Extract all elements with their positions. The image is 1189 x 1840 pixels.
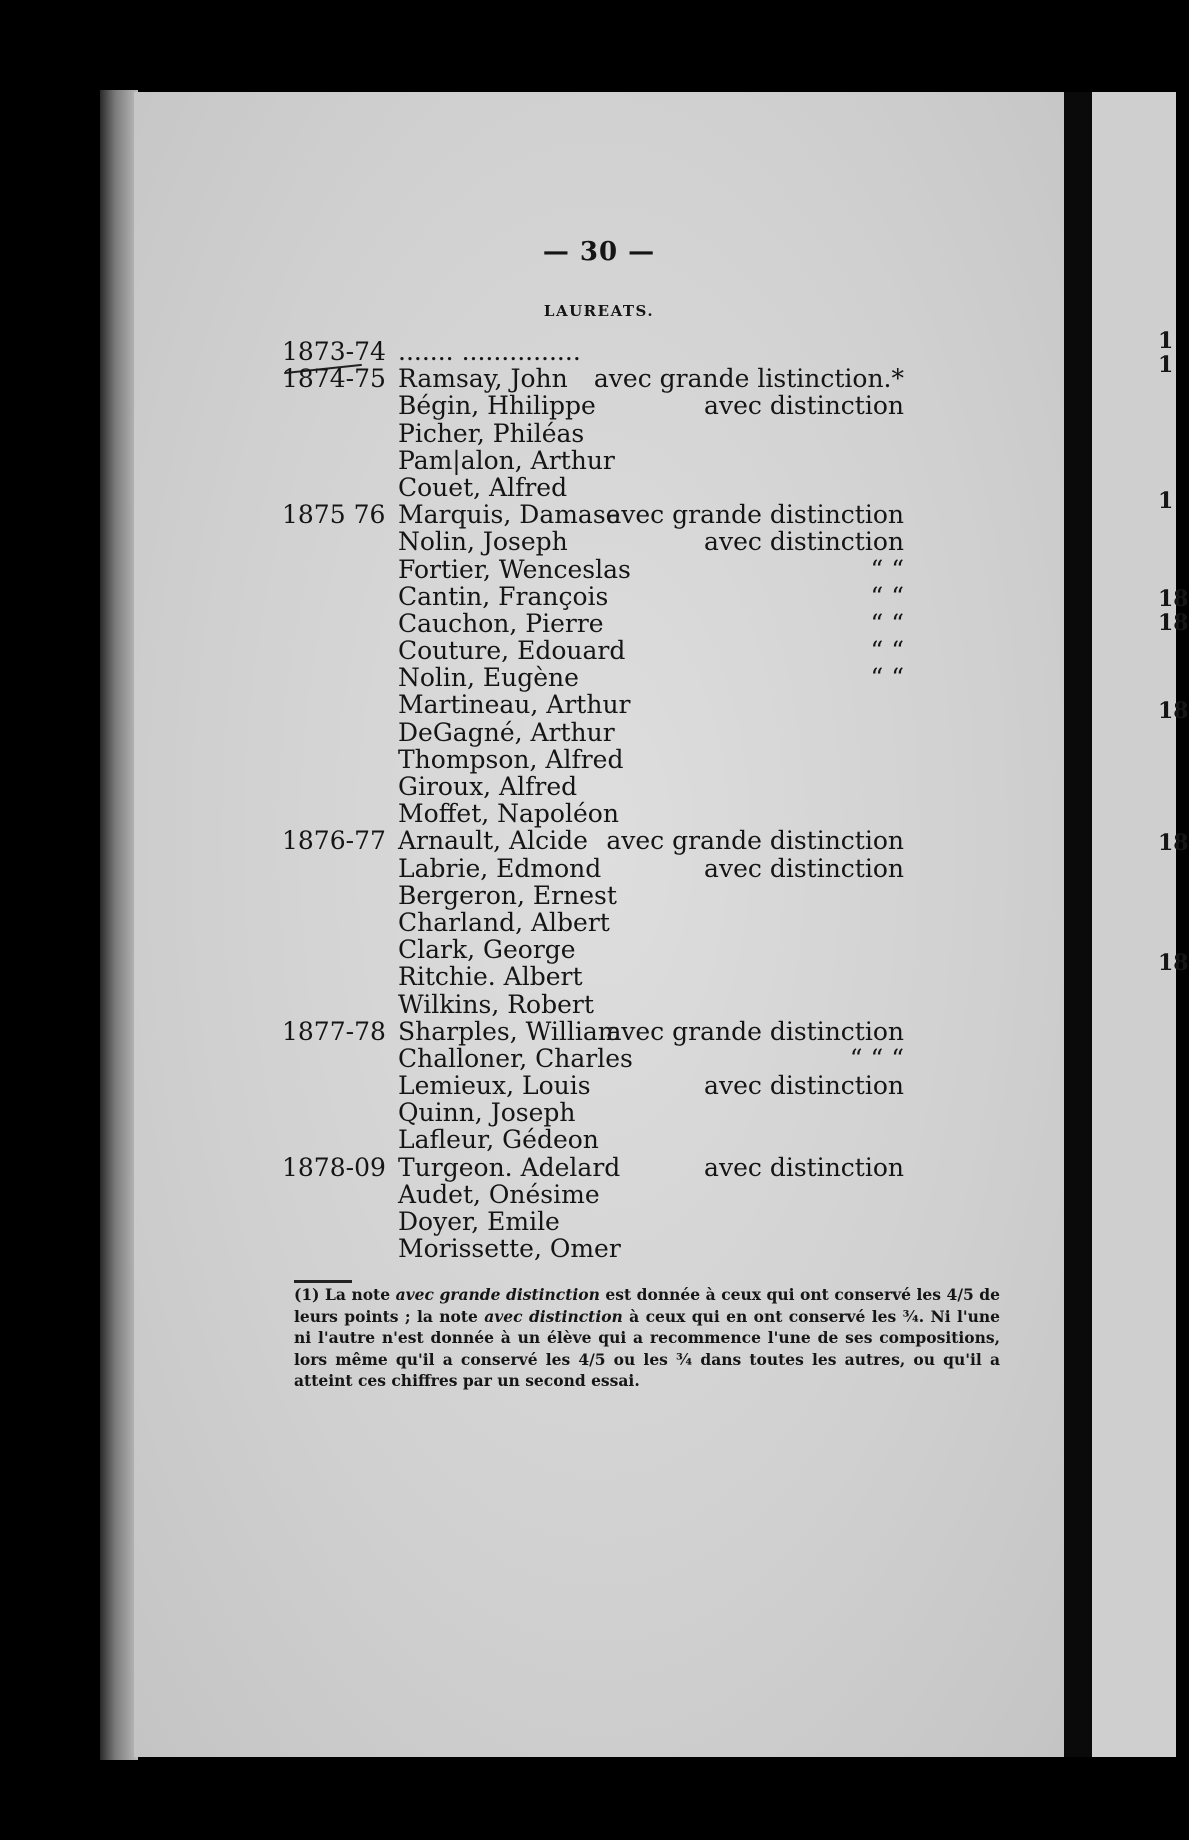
name-cell: Lafleur, Gédeon bbox=[398, 1125, 599, 1155]
laureate-row bbox=[134, 719, 1064, 746]
name-cell: Martineau, Arthur bbox=[398, 690, 631, 720]
name-cell: Sharples, William bbox=[398, 1016, 622, 1046]
laureate-row bbox=[134, 583, 1064, 610]
year-cell: 1877-78 bbox=[282, 1016, 386, 1046]
laureate-row bbox=[134, 447, 1064, 474]
year-cell: 1878-09 bbox=[282, 1152, 386, 1182]
year-cell: 1874-75 bbox=[282, 364, 386, 394]
mention-cell: “ “ bbox=[870, 581, 904, 611]
adjacent-page-fragment: 18 bbox=[1158, 610, 1189, 636]
mention-cell: avec grande distinction bbox=[606, 1016, 904, 1046]
laureate-row bbox=[134, 691, 1064, 718]
footnote-lead: (1) La note bbox=[294, 1285, 396, 1304]
laureate-row bbox=[134, 991, 1064, 1018]
name-cell: Arnault, Alcide bbox=[398, 826, 588, 856]
name-cell: Couture, Edouard bbox=[398, 636, 626, 666]
laureate-row bbox=[134, 637, 1064, 664]
adjacent-page-fragment: 18 bbox=[1158, 698, 1189, 724]
name-cell: Fortier, Wenceslas bbox=[398, 554, 631, 584]
laureate-row bbox=[134, 746, 1064, 773]
footnote-tail: à ceux qui en ont conservé les ¾. Ni l'une ni l'autre n'est donnée à un élève qui a recommence l'une de ses compositions, lors même qu'il a conservé les 4/5 ou les ¾ dans toutes les autres, ou qu'il a atteint ces chiffres par un second essai. bbox=[294, 1306, 1000, 1390]
name-cell: Doyer, Emile bbox=[398, 1207, 560, 1236]
laureate-row bbox=[134, 855, 1064, 882]
laureate-row bbox=[134, 773, 1064, 800]
year-cell: 1876-77 bbox=[282, 826, 386, 856]
laureate-row bbox=[134, 1045, 1064, 1072]
name-cell: Giroux, Alfred bbox=[398, 772, 578, 801]
name-cell: Nolin, Eugène bbox=[398, 663, 579, 693]
laureate-row bbox=[134, 1072, 1064, 1099]
name-cell: ....... ............... bbox=[398, 337, 581, 366]
name-cell: Turgeon. Adelard bbox=[398, 1152, 621, 1182]
adjacent-page-fragment: 18 bbox=[1158, 586, 1189, 612]
laureate-row bbox=[134, 338, 1064, 365]
year-cell: 1875 76 bbox=[282, 500, 386, 530]
adjacent-page-fragment: 1 bbox=[1158, 352, 1174, 378]
name-cell: Moffet, Napoléon bbox=[398, 799, 619, 829]
name-cell: Clark, George bbox=[398, 935, 576, 965]
laureate-row bbox=[134, 474, 1064, 501]
footnote-rule bbox=[294, 1280, 352, 1283]
mention-cell: avec distinction bbox=[704, 853, 904, 883]
name-cell: Quinn, Joseph bbox=[398, 1098, 576, 1128]
mention-cell: avec distinction bbox=[704, 1152, 904, 1182]
name-cell: Thompson, Alfred bbox=[398, 744, 624, 774]
laureate-row bbox=[134, 1099, 1064, 1126]
mention-cell: avec grande distinction bbox=[606, 826, 904, 856]
laureate-row bbox=[134, 664, 1064, 691]
name-cell: Cauchon, Pierre bbox=[398, 608, 604, 638]
adjacent-page-fragment: 18 bbox=[1158, 950, 1189, 976]
laureate-row bbox=[134, 1126, 1064, 1153]
name-cell: Nolin, Joseph bbox=[398, 527, 568, 557]
name-cell: Ramsay, John bbox=[398, 364, 568, 394]
footnote-emphasis-1: avec grande distinction bbox=[395, 1285, 600, 1304]
adjacent-page-edge bbox=[1092, 92, 1189, 1757]
mention-cell: avec distinction bbox=[704, 391, 904, 421]
laureate-row bbox=[134, 1181, 1064, 1208]
adjacent-page-fragment: 1 bbox=[1158, 328, 1174, 354]
name-cell: Challoner, Charles bbox=[398, 1043, 633, 1073]
name-cell: Couet, Alfred bbox=[398, 472, 568, 502]
laureate-row bbox=[134, 963, 1064, 990]
name-cell: Bégin, Hhilippe bbox=[398, 391, 596, 421]
laureate-row bbox=[134, 528, 1064, 555]
name-cell: Cantin, François bbox=[398, 581, 609, 611]
name-cell: Pam|alon, Arthur bbox=[398, 445, 615, 475]
name-cell: Marquis, Damase bbox=[398, 500, 621, 530]
footnote-emphasis-2: avec distinction bbox=[484, 1306, 623, 1326]
laureate-row bbox=[134, 420, 1064, 447]
name-cell: Charland, Albert bbox=[398, 907, 610, 937]
adjacent-page-fragment: 18 bbox=[1158, 830, 1189, 856]
name-cell: Bergeron, Ernest bbox=[398, 880, 617, 910]
mention-cell: avec grande distinction bbox=[606, 500, 904, 530]
mention-cell: “ “ bbox=[870, 608, 904, 638]
mention-cell: avec distinction bbox=[704, 527, 904, 557]
laureate-row bbox=[134, 827, 1064, 854]
page-number: — 30 — bbox=[542, 237, 656, 267]
laureate-row bbox=[134, 365, 1064, 392]
laureate-row bbox=[134, 556, 1064, 583]
book-page bbox=[134, 92, 1064, 1757]
mention-cell: “ “ bbox=[870, 554, 904, 584]
laureate-row bbox=[134, 936, 1064, 963]
laureate-row bbox=[134, 501, 1064, 528]
footnote-mid: est donnée à ceux qui ont conservé les 4/5 de leurs points ; la note bbox=[294, 1285, 1000, 1326]
laureate-row bbox=[134, 1208, 1064, 1235]
mention-cell: avec grande listinction.* bbox=[593, 364, 904, 394]
name-cell: Audet, Onésime bbox=[398, 1179, 600, 1209]
name-cell: Picher, Philéas bbox=[398, 418, 585, 448]
mention-cell: avec distinction bbox=[704, 1071, 904, 1101]
adjacent-page-fragment: 1 bbox=[1158, 488, 1174, 514]
laureate-row bbox=[134, 610, 1064, 637]
year-cell: 1873-74 bbox=[282, 337, 386, 366]
name-cell: Morissette, Omer bbox=[398, 1234, 621, 1264]
laureate-row bbox=[134, 392, 1064, 419]
name-cell: DeGagné, Arthur bbox=[398, 717, 615, 747]
mention-cell: “ “ bbox=[870, 636, 904, 666]
binding-edge bbox=[100, 90, 138, 1760]
laureate-row bbox=[134, 909, 1064, 936]
name-cell: Lemieux, Louis bbox=[398, 1071, 591, 1101]
page-gutter bbox=[1064, 92, 1092, 1757]
laureate-row bbox=[134, 1018, 1064, 1045]
name-cell: Wilkins, Robert bbox=[398, 989, 594, 1019]
mention-cell: “ “ bbox=[870, 663, 904, 693]
name-cell: Ritchie. Albert bbox=[398, 962, 583, 992]
laureate-row bbox=[134, 1154, 1064, 1181]
laureates-list bbox=[134, 338, 1064, 1262]
footnote bbox=[294, 1284, 1000, 1392]
mention-cell: “ “ “ bbox=[849, 1043, 904, 1073]
laureate-row bbox=[134, 1235, 1064, 1262]
name-cell: Labrie, Edmond bbox=[398, 853, 602, 883]
laureate-row bbox=[134, 800, 1064, 827]
laureate-row bbox=[134, 882, 1064, 909]
section-title: LAUREATS. bbox=[543, 302, 655, 320]
